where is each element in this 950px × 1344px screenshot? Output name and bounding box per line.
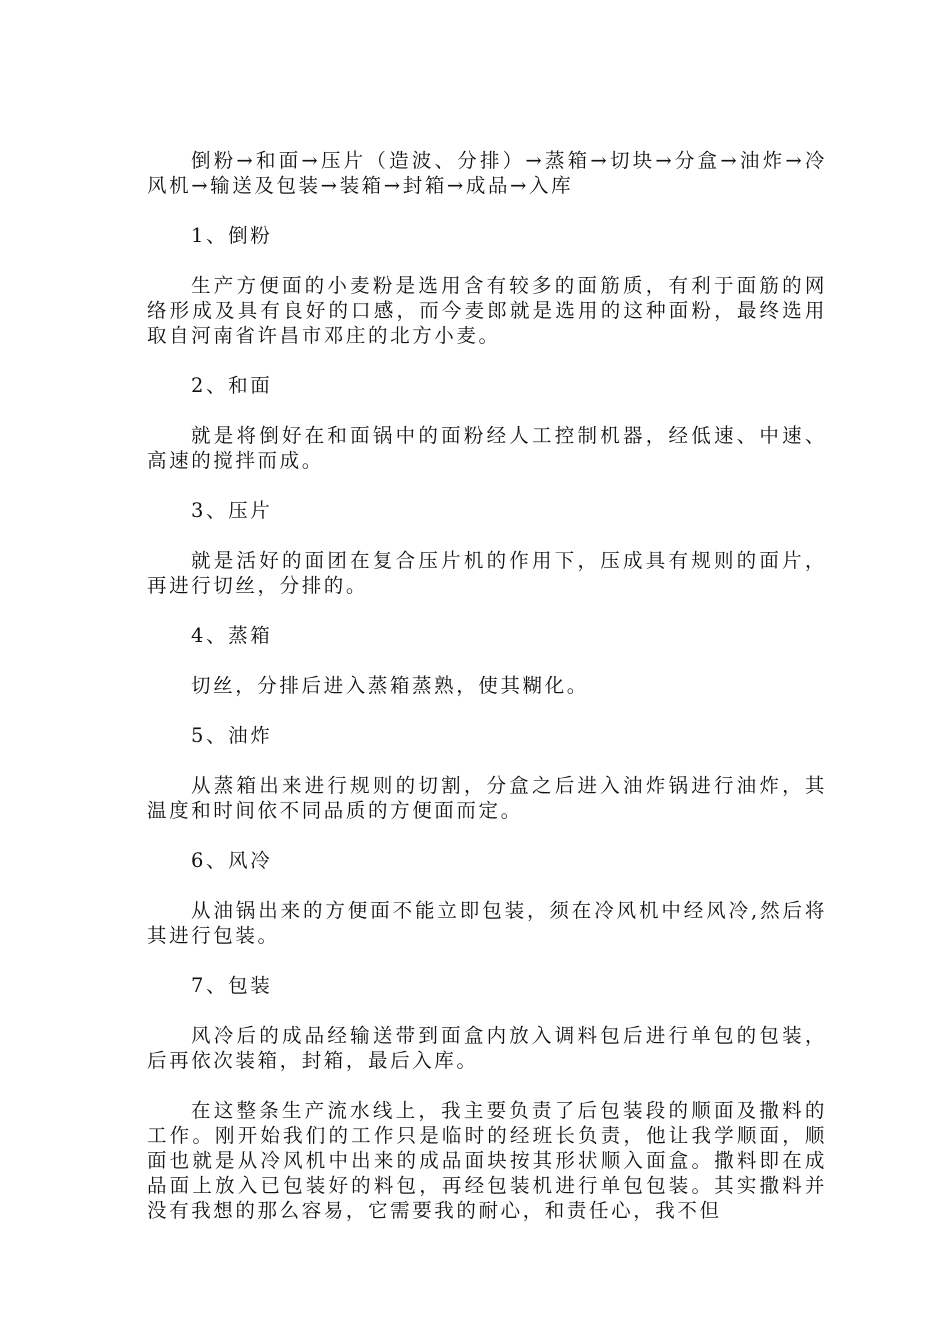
document-page [147, 148, 827, 1223]
section-heading-2: 2、和面 [191, 374, 273, 397]
section-heading-3: 3、压片 [191, 499, 273, 522]
process-flow: 倒粉→和面→压片（造波、分排）→蒸箱→切块→分盒→油炸→冷风机→输送及包装→装箱→封箱→成品→入库 [147, 149, 827, 197]
section-body-1: 生产方便面的小麦粉是选用含有较多的面筋质，有利于面筋的网络形成及具有良好的口感，而今麦郎就是选用的这种面粉，最终选用取自河南省许昌市邓庄的北方小麦。 [147, 274, 827, 347]
section-body-3: 就是活好的面团在复合压片机的作用下，压成具有规则的面片，再进行切丝，分排的。 [147, 549, 827, 597]
section-body-7: 风冷后的成品经输送带到面盒内放入调料包后进行单包的包装，后再依次装箱，封箱，最后入库。 [147, 1024, 827, 1072]
section-heading-1: 1、倒粉 [191, 224, 273, 247]
section-heading-7: 7、包装 [191, 974, 273, 997]
section-heading-6: 6、风冷 [191, 849, 273, 872]
section-heading-4: 4、蒸箱 [191, 624, 273, 647]
section-body-6: 从油锅出来的方便面不能立即包装，须在冷风机中经风冷,然后将其进行包装。 [147, 899, 827, 947]
section-body-2: 就是将倒好在和面锅中的面粉经人工控制机器，经低速、中速、高速的搅拌而成。 [147, 424, 827, 472]
section-body-5: 从蒸箱出来进行规则的切割，分盒之后进入油炸锅进行油炸，其温度和时间依不同品质的方便面而定。 [147, 774, 827, 822]
section-body-4: 切丝，分排后进入蒸箱蒸熟，使其糊化。 [191, 674, 589, 697]
closing-paragraph: 在这整条生产流水线上，我主要负责了后包装段的顺面及撒料的工作。刚开始我们的工作只是临时的经班长负责，他让我学顺面，顺面也就是从冷风机中出来的成品面块按其形状顺入面盒。撒料即在成品面上放入已包装好的料包，再经包装机进行单包包装。其实撒料并没有我想的那么容易，它需要我的耐心，和责任心，我不但 [147, 1099, 827, 1222]
section-heading-5: 5、油炸 [191, 724, 273, 747]
